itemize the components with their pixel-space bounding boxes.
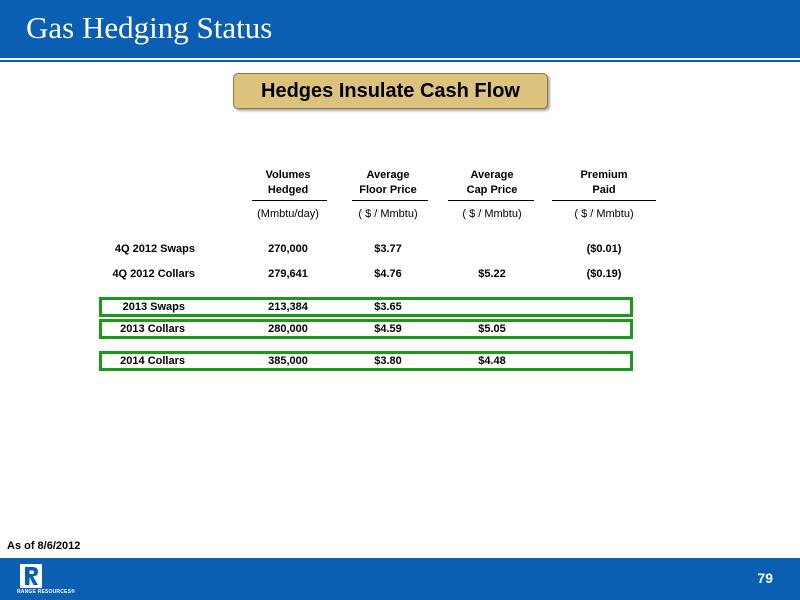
column-unit-floor: ( $ / Mmbtu) bbox=[358, 208, 418, 220]
row-volume: 270,000 bbox=[268, 243, 308, 255]
row-cap: $5.05 bbox=[478, 323, 506, 335]
column-header-floor: Average Floor Price bbox=[359, 169, 417, 196]
column-header-premium: Premium Paid bbox=[580, 169, 628, 196]
row-volume: 385,000 bbox=[268, 355, 308, 367]
banner: Hedges Insulate Cash Flow bbox=[233, 73, 548, 109]
row-volume: 213,384 bbox=[268, 301, 308, 313]
row-floor: $3.80 bbox=[374, 355, 402, 367]
row-label: 4Q 2012 Swaps bbox=[114, 243, 195, 255]
row-premium: ($0.19) bbox=[586, 268, 622, 280]
row-label: 2014 Collars bbox=[120, 355, 185, 367]
header-divider bbox=[0, 60, 800, 62]
column-header-volumes: Volumes Hedged bbox=[265, 169, 311, 196]
row-floor: $3.65 bbox=[374, 301, 402, 313]
column-rule bbox=[252, 200, 327, 201]
row-volume: 279,641 bbox=[268, 268, 308, 280]
as-of-date: As of 8/6/2012 bbox=[7, 540, 81, 552]
row-floor: $4.76 bbox=[374, 268, 402, 280]
column-rule bbox=[552, 200, 656, 201]
column-unit-premium: ( $ / Mmbtu) bbox=[574, 208, 634, 220]
range-resources-logo-icon bbox=[20, 564, 42, 588]
column-unit-volumes: (Mmbtu/day) bbox=[257, 208, 319, 220]
page-number: 79 bbox=[757, 570, 773, 586]
row-floor: $3.77 bbox=[374, 243, 402, 255]
row-cap: $4.48 bbox=[478, 355, 506, 367]
column-rule bbox=[448, 200, 534, 201]
row-label: 4Q 2012 Collars bbox=[112, 268, 195, 280]
column-unit-cap: ( $ / Mmbtu) bbox=[462, 208, 522, 220]
logo-text: RANGE RESOURCES® bbox=[17, 589, 76, 595]
page-title: Gas Hedging Status bbox=[26, 10, 273, 45]
row-label: 2013 Swaps bbox=[122, 301, 185, 313]
row-cap: $5.22 bbox=[478, 268, 506, 280]
column-rule bbox=[352, 200, 428, 201]
column-header-cap: Average Cap Price bbox=[466, 169, 518, 196]
header-bar bbox=[0, 0, 800, 58]
footer-bar bbox=[0, 558, 800, 600]
row-floor: $4.59 bbox=[374, 323, 402, 335]
row-premium: ($0.01) bbox=[586, 243, 622, 255]
row-volume: 280,000 bbox=[268, 323, 308, 335]
row-label: 2013 Collars bbox=[120, 323, 185, 335]
